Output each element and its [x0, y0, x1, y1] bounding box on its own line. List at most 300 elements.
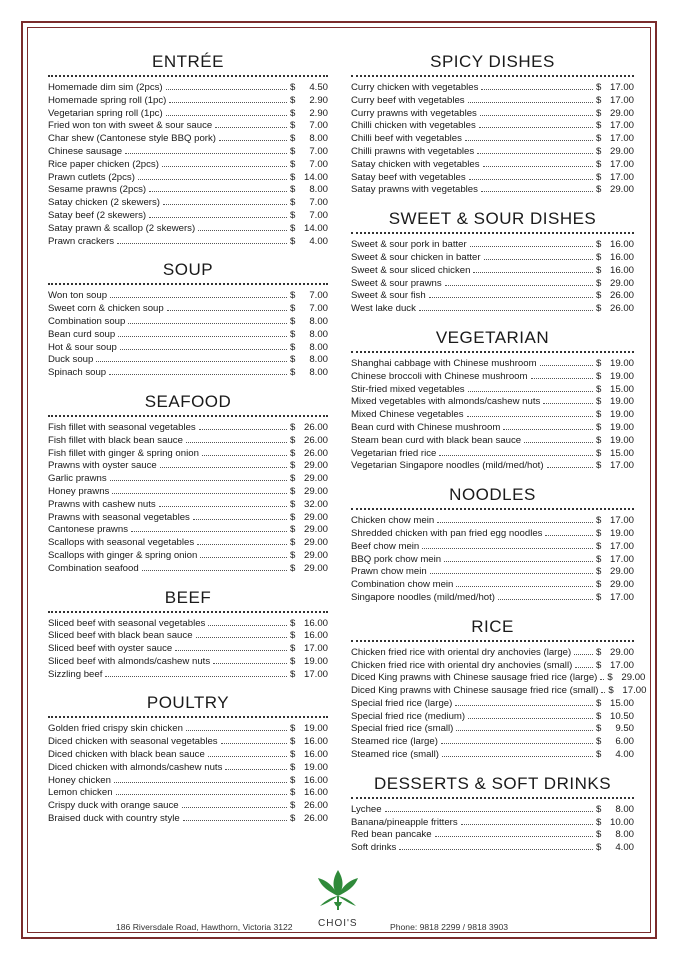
menu-item	[48, 236, 328, 249]
dot-leader	[169, 102, 287, 103]
menu-item-price: 26.00	[304, 434, 329, 446]
menu-item	[48, 95, 328, 108]
currency-symbol: $	[290, 133, 296, 145]
currency-symbol: $	[596, 697, 602, 709]
currency-symbol: $	[290, 537, 296, 549]
menu-item-price: 17.00	[610, 158, 635, 170]
menu-item-name: Steamed rice (large)	[351, 736, 438, 748]
section-divider	[48, 611, 328, 613]
currency-symbol: $	[596, 303, 602, 315]
currency-symbol: $	[290, 668, 296, 680]
menu-item-price: 17.00	[610, 120, 635, 132]
currency-symbol: $	[290, 222, 296, 234]
menu-item	[48, 223, 328, 236]
section-divider	[351, 75, 634, 77]
menu-item	[48, 120, 328, 133]
menu-item-name: Won ton soup	[48, 290, 108, 302]
menu-item	[48, 537, 328, 550]
dot-leader	[481, 89, 593, 90]
dot-leader	[422, 548, 593, 549]
menu-item-price: 17.00	[610, 553, 635, 565]
menu-item-price: 19.00	[610, 434, 635, 446]
menu-item	[48, 172, 328, 185]
menu-item-price: 29.00	[304, 562, 329, 574]
menu-footer	[0, 860, 678, 940]
section-divider	[48, 716, 328, 718]
menu-item-price: 7.00	[309, 120, 328, 132]
menu-item-price: 8.00	[309, 354, 328, 366]
menu-item	[351, 829, 634, 842]
menu-item	[351, 265, 634, 278]
menu-item-name: Mixed vegetables with almonds/cashew nuts	[351, 396, 541, 408]
menu-item	[351, 460, 634, 473]
menu-item	[351, 566, 634, 579]
menu-item	[48, 736, 328, 749]
currency-symbol: $	[290, 107, 296, 119]
currency-symbol: $	[290, 723, 296, 735]
menu-item-price: 17.00	[610, 82, 635, 93]
dot-leader	[163, 204, 287, 205]
menu-item-name: Chinese sausage	[48, 145, 123, 157]
restaurant-name: CHOI'S	[318, 918, 358, 929]
dot-leader	[142, 570, 287, 571]
currency-symbol: $	[290, 209, 296, 221]
menu-item	[48, 108, 328, 121]
menu-item-price: 2.90	[309, 94, 328, 106]
menu-item	[351, 804, 634, 817]
dot-leader	[468, 718, 593, 719]
currency-symbol: $	[607, 672, 613, 684]
currency-symbol: $	[596, 723, 602, 735]
menu-item-price: 16.00	[304, 749, 329, 761]
currency-symbol: $	[596, 434, 602, 446]
menu-item-price: 8.00	[309, 328, 328, 340]
menu-item-name: Steam bean curd with black bean sauce	[351, 434, 522, 446]
menu-item-price: 19.00	[304, 723, 329, 735]
menu-item-name: Cantonese prawns	[48, 524, 128, 536]
menu-item-price: 7.00	[309, 209, 328, 221]
currency-symbol: $	[290, 82, 296, 93]
dot-leader	[162, 166, 287, 167]
dot-leader	[481, 191, 593, 192]
menu-item-name: Fish fillet with seasonal vegetables	[48, 421, 196, 433]
menu-item-name: Combination soup	[48, 315, 126, 327]
section-title: ENTRÉE	[152, 52, 224, 71]
menu-item	[351, 672, 646, 685]
dot-leader	[208, 756, 287, 757]
dot-leader	[455, 705, 593, 706]
dot-leader	[444, 561, 593, 562]
menu-item-name: Duck soup	[48, 354, 94, 366]
menu-item-price: 29.00	[610, 145, 635, 157]
dot-leader	[498, 599, 593, 600]
currency-symbol: $	[290, 562, 296, 574]
currency-symbol: $	[596, 579, 602, 591]
currency-symbol: $	[596, 540, 602, 552]
menu-item-name: Banana/pineapple fritters	[351, 816, 458, 828]
dot-leader	[120, 349, 287, 350]
currency-symbol: $	[290, 434, 296, 446]
currency-symbol: $	[596, 264, 602, 276]
menu-section	[48, 392, 328, 576]
currency-symbol: $	[596, 421, 602, 433]
menu-item	[351, 120, 634, 133]
menu-item-price: 29.00	[610, 579, 635, 591]
menu-item-name: Satay prawns with vegetables	[351, 184, 478, 196]
dot-leader	[110, 480, 287, 481]
menu-item-name: Satay chicken (2 skewers)	[48, 197, 160, 209]
currency-symbol: $	[290, 617, 296, 629]
menu-section	[48, 693, 328, 825]
menu-item	[351, 592, 634, 605]
menu-item	[351, 239, 634, 252]
menu-item	[48, 342, 328, 355]
menu-item	[48, 146, 328, 159]
dot-leader	[531, 378, 594, 379]
menu-item-name: Fish fillet with ginger & spring onion	[48, 447, 199, 459]
menu-item-price: 19.00	[304, 761, 329, 773]
section-divider	[351, 351, 634, 353]
menu-item-name: Sliced beef with almonds/cashew nuts	[48, 655, 211, 667]
menu-item-name: Garlic prawns	[48, 473, 107, 485]
dot-leader	[167, 310, 287, 311]
currency-symbol: $	[290, 328, 296, 340]
menu-item-price: 16.00	[304, 774, 329, 786]
menu-item-name: Sliced beef with oyster sauce	[48, 643, 173, 655]
dot-leader	[461, 824, 593, 825]
menu-item-price: 17.00	[610, 540, 635, 552]
menu-item-price: 29.00	[610, 646, 635, 658]
dot-leader	[197, 544, 287, 545]
section-title: VEGETARIAN	[435, 327, 550, 347]
dot-leader	[109, 374, 287, 375]
currency-symbol: $	[596, 515, 602, 527]
menu-item-name: Soft drinks	[351, 842, 397, 854]
dot-leader	[479, 127, 593, 128]
currency-symbol: $	[290, 341, 296, 353]
restaurant-address: 186 Riversdale Road, Hawthorn, Victoria 3122	[116, 922, 293, 932]
menu-item-price: 29.00	[304, 537, 329, 549]
menu-item-price: 7.00	[309, 145, 328, 157]
menu-item	[351, 371, 634, 384]
menu-item-name: Prawn chow mein	[351, 566, 427, 578]
menu-item-name: Sesame prawns (2pcs)	[48, 184, 147, 196]
menu-item	[351, 290, 634, 303]
section-divider	[351, 232, 634, 234]
menu-item-name: Homemade dim sim (2pcs)	[48, 82, 163, 93]
menu-item-price: 6.00	[615, 736, 634, 748]
dot-leader	[186, 442, 287, 443]
menu-item	[48, 813, 328, 826]
currency-symbol: $	[290, 367, 296, 379]
menu-item	[48, 159, 328, 172]
menu-item-name: Char shew (Cantonese style BBQ pork)	[48, 133, 216, 145]
dot-leader	[199, 429, 287, 430]
menu-item	[48, 630, 328, 643]
menu-item	[48, 473, 328, 486]
menu-item-name: Fried won ton with sweet & sour sauce	[48, 120, 213, 132]
dot-leader	[483, 166, 593, 167]
left-menu-column	[48, 52, 328, 838]
currency-symbol: $	[596, 710, 602, 722]
menu-item-name: Lychee	[351, 803, 382, 815]
menu-item-name: Beef chow mein	[351, 540, 420, 552]
menu-item-name: Diced King prawns with Chinese sausage fried rice (small)	[351, 685, 599, 697]
menu-item-name: Chinese broccoli with Chinese mushroom	[351, 370, 528, 382]
section-title: POULTRY	[146, 693, 230, 713]
menu-item	[48, 460, 328, 473]
menu-item-name: Sweet & sour prawns	[351, 277, 442, 289]
menu-item-name: Sweet & sour sliced chicken	[351, 264, 471, 276]
currency-symbol: $	[596, 409, 602, 421]
currency-symbol: $	[596, 659, 602, 671]
menu-item-price: 17.00	[610, 460, 635, 472]
menu-item-price: 4.50	[309, 82, 328, 93]
currency-symbol: $	[290, 460, 296, 472]
dot-leader	[468, 102, 593, 103]
currency-symbol: $	[596, 251, 602, 263]
menu-item-price: 16.00	[610, 239, 635, 251]
menu-item-name: Chicken fried rice with oriental dry anchovies (small)	[351, 659, 573, 671]
menu-item-price: 19.00	[610, 396, 635, 408]
menu-item-price: 8.00	[309, 367, 328, 379]
menu-item-name: Curry chicken with vegetables	[351, 82, 479, 93]
dot-leader	[131, 531, 287, 532]
dot-leader	[442, 756, 593, 757]
menu-item	[351, 422, 634, 435]
menu-item-name: Diced chicken with black bean sauce	[48, 749, 205, 761]
menu-item	[48, 512, 328, 525]
menu-item-name: Prawns with oyster sauce	[48, 460, 157, 472]
menu-item	[351, 698, 634, 711]
dot-leader	[437, 522, 593, 523]
menu-item-price: 17.00	[610, 94, 635, 106]
menu-item-price: 7.00	[309, 303, 328, 315]
menu-item	[48, 354, 328, 367]
dot-leader	[445, 285, 593, 286]
currency-symbol: $	[290, 511, 296, 523]
menu-item-price: 26.00	[304, 813, 329, 825]
menu-item-name: Prawn cutlets (2pcs)	[48, 171, 135, 183]
section-divider	[48, 415, 328, 417]
dot-leader	[200, 557, 287, 558]
dot-leader	[503, 429, 593, 430]
menu-item-price: 32.00	[304, 498, 329, 510]
menu-item-name: Red bean pancake	[351, 829, 432, 841]
dot-leader	[484, 259, 593, 260]
dot-leader	[399, 849, 593, 850]
dot-leader	[186, 730, 287, 731]
currency-symbol: $	[596, 94, 602, 106]
menu-item-price: 29.00	[610, 566, 635, 578]
dot-leader	[225, 769, 287, 770]
section-title: NOODLES	[449, 485, 536, 505]
menu-item-name: Singapore noodles (mild/med/hot)	[351, 591, 495, 603]
currency-symbol: $	[290, 813, 296, 825]
dot-leader	[96, 361, 287, 362]
menu-item-price: 29.00	[610, 184, 635, 196]
dot-leader	[175, 650, 287, 651]
dot-leader	[575, 667, 593, 668]
menu-item	[351, 396, 634, 409]
menu-item-name: Bean curd soup	[48, 328, 116, 340]
menu-item-price: 15.00	[610, 697, 635, 709]
dot-leader	[208, 625, 287, 626]
dot-leader	[198, 230, 287, 231]
currency-symbol: $	[290, 643, 296, 655]
menu-item-name: Lemon chicken	[48, 787, 113, 799]
currency-symbol: $	[290, 630, 296, 642]
menu-item-price: 29.00	[610, 107, 635, 119]
dot-leader	[547, 467, 593, 468]
dot-leader	[159, 506, 287, 507]
menu-item	[351, 448, 634, 461]
menu-item-price: 14.00	[304, 171, 329, 183]
currency-symbol: $	[596, 842, 602, 854]
menu-item	[48, 669, 328, 682]
currency-symbol: $	[290, 761, 296, 773]
menu-item	[48, 435, 328, 448]
dot-leader	[114, 782, 287, 783]
dot-leader	[470, 246, 593, 247]
menu-item-name: Prawns with seasonal vegetables	[48, 511, 190, 523]
menu-item-price: 29.00	[304, 524, 329, 536]
menu-item-price: 8.00	[309, 341, 328, 353]
dot-leader	[545, 535, 593, 536]
menu-item	[351, 278, 634, 291]
menu-item	[48, 775, 328, 788]
menu-item	[48, 303, 328, 316]
menu-item-price: 4.00	[615, 749, 634, 761]
menu-item	[351, 303, 634, 316]
menu-item-price: 17.00	[304, 668, 329, 680]
dot-leader	[149, 191, 287, 192]
menu-item-name: Vegetarian spring roll (1pc)	[48, 107, 163, 119]
menu-item-price: 9.50	[615, 723, 634, 735]
dot-leader	[435, 836, 593, 837]
currency-symbol: $	[290, 421, 296, 433]
menu-item-price: 15.00	[610, 447, 635, 459]
menu-item	[351, 159, 634, 172]
menu-item-price: 29.00	[621, 672, 646, 684]
menu-item-price: 26.00	[610, 290, 635, 302]
menu-item	[48, 762, 328, 775]
menu-item-name: Scallops with ginger & spring onion	[48, 549, 198, 561]
currency-symbol: $	[290, 749, 296, 761]
menu-item-name: Sliced beef with seasonal vegetables	[48, 617, 206, 629]
menu-item	[48, 448, 328, 461]
currency-symbol: $	[596, 591, 602, 603]
menu-item-price: 26.00	[304, 447, 329, 459]
menu-item	[48, 550, 328, 563]
currency-symbol: $	[290, 549, 296, 561]
dot-leader	[116, 794, 287, 795]
dot-leader	[110, 297, 287, 298]
menu-item	[48, 486, 328, 499]
section-divider	[351, 797, 634, 799]
dot-leader	[221, 743, 287, 744]
currency-symbol: $	[596, 158, 602, 170]
menu-item-name: Curry beef with vegetables	[351, 94, 465, 106]
menu-item	[48, 210, 328, 223]
menu-item	[351, 554, 634, 567]
menu-item-price: 26.00	[610, 303, 635, 315]
section-divider	[351, 640, 634, 642]
currency-symbol: $	[596, 120, 602, 132]
menu-item-name: Shredded chicken with pan fried egg noodles	[351, 527, 543, 539]
menu-item-price: 26.00	[304, 421, 329, 433]
menu-item-price: 17.00	[304, 643, 329, 655]
menu-item-name: Diced chicken with almonds/cashew nuts	[48, 761, 223, 773]
dot-leader	[182, 807, 287, 808]
dot-leader	[441, 743, 593, 744]
menu-item	[48, 800, 328, 813]
menu-item-name: Satay chicken with vegetables	[351, 158, 480, 170]
menu-item-price: 17.00	[610, 591, 635, 603]
menu-item	[48, 524, 328, 537]
currency-symbol: $	[290, 655, 296, 667]
menu-item	[351, 95, 634, 108]
menu-item-name: Satay prawn & scallop (2 skewers)	[48, 222, 196, 234]
menu-item	[351, 579, 634, 592]
menu-item-price: 16.00	[304, 630, 329, 642]
menu-item	[351, 108, 634, 121]
menu-item-price: 10.50	[610, 710, 635, 722]
dot-leader	[600, 679, 604, 680]
dot-leader	[193, 519, 287, 520]
currency-symbol: $	[290, 184, 296, 196]
currency-symbol: $	[290, 787, 296, 799]
menu-item	[48, 749, 328, 762]
dot-leader	[574, 654, 593, 655]
menu-item	[48, 787, 328, 800]
menu-item-name: Chicken fried rice with oriental dry anchovies (large)	[351, 646, 572, 658]
menu-item-name: Sweet & sour chicken in batter	[351, 251, 481, 263]
menu-item-name: Shanghai cabbage with Chinese mushroom	[351, 357, 537, 369]
dot-leader	[128, 323, 287, 324]
menu-item	[48, 618, 328, 631]
menu-item-name: Combination chow mein	[351, 579, 454, 591]
menu-item	[48, 82, 328, 95]
menu-item-price: 4.00	[615, 842, 634, 854]
menu-item	[351, 82, 634, 95]
dot-leader	[473, 272, 593, 273]
dot-leader	[112, 493, 287, 494]
menu-item-price: 8.00	[309, 184, 328, 196]
currency-symbol: $	[290, 120, 296, 132]
dot-leader	[219, 140, 287, 141]
menu-item-price: 8.00	[309, 133, 328, 145]
menu-item-name: Braised duck with country style	[48, 813, 180, 825]
menu-item	[351, 515, 634, 528]
currency-symbol: $	[290, 498, 296, 510]
menu-item-price: 19.00	[304, 655, 329, 667]
menu-item-name: Honey chicken	[48, 774, 111, 786]
menu-item-name: West lake duck	[351, 303, 416, 315]
currency-symbol: $	[596, 82, 602, 93]
menu-item-name: Satay beef with vegetables	[351, 171, 466, 183]
menu-item-name: Chicken chow mein	[351, 515, 435, 527]
dot-leader	[117, 243, 287, 244]
dot-leader	[543, 403, 593, 404]
menu-item	[48, 723, 328, 736]
menu-item-price: 29.00	[304, 473, 329, 485]
menu-item-name: Prawn crackers	[48, 235, 115, 247]
currency-symbol: $	[596, 290, 602, 302]
dot-leader	[468, 391, 593, 392]
currency-symbol: $	[596, 460, 602, 472]
menu-item	[351, 184, 634, 197]
